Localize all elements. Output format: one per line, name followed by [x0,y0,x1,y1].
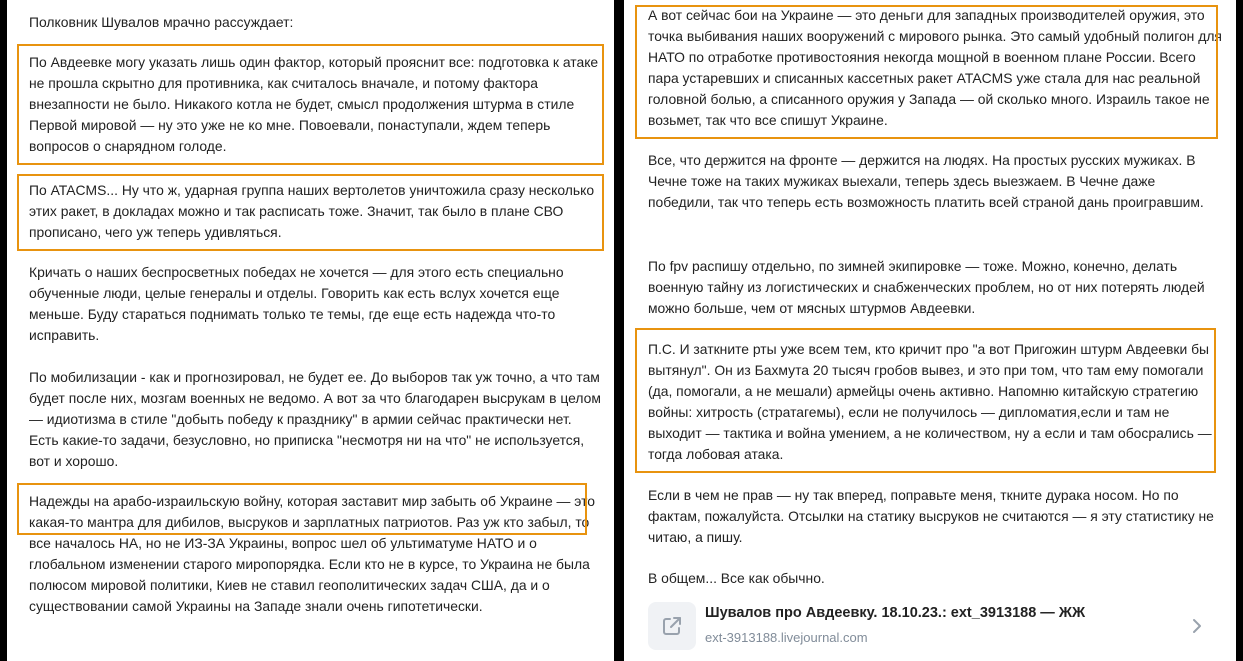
post-paragraph-correct-me: Если в чем не прав — ну так вперед, поправьте меня, ткните дурака носом. Но по фактам, пожалуйста. Отсылки на статику высруков не считаются — я эту статистику не читаю, а пишу. [648,487,1214,545]
post-intro: Полковник Шувалов мрачно рассуждает: [29,14,294,30]
post-paragraph-closing: В общем... Все как обычно. [648,570,825,586]
link-preview-card[interactable] [646,600,1218,658]
link-url[interactable]: ext-3913188.livejournal.com [705,630,868,645]
post-paragraph-mobilization: По мобилизации - как и прогнозировал, не будет ее. До выборов так уж точно, а что там будет после них, мозгам военных не ведомо. А вот за что благодарен высрукам в целом — идиотизма в стиле "добыть победу к празднику" в армии сейчас практически нет. Есть какие-то задачи, безусловно, но приписка "несмотря ни на что" не используется, вот и хорошо. [29,369,601,469]
post-paragraph-arab-israeli: Надежды на арабо-израильскую войну, которая заставит мир забыть об Украине — это какая-то мантра для дибилов, высруков и зарплатных патриотов. Раз уж кто забыл, то все началось НА, но не ИЗ-ЗА Украины, вопрос шел об ультиматуме НАТО и о глобальном изменении старого миропорядка. Если кто не в курсе, то Украина не была полюсом мировой политики, Киев не ставил геополитических задач США, да и о существовании самой Украины на Западе знали очень гипотетически. [29,493,596,614]
post-paragraph-front-people: Все, что держится на фронте — держится на людях. На простых русских мужиках. В Чечне тоже на таких мужиках выехали, теперь здесь выезжаем. В Чечне даже победили, так что теперь есть возможность платить всей страной дань проигравшим. [648,152,1204,210]
link-icon-box [648,602,696,650]
post-paragraph-atacms: По ATACMS... Ну что ж, ударная группа наших вертолетов уничтожила сразу несколько этих ракет, в докладах можно и так расписать тоже. Значит, так было в плане СВО прописано, чего уж теперь удивляться. [29,182,595,240]
post-paragraph-ps: П.С. И заткните рты уже всем тем, кто кричит про "а вот Пригожин штурм Авдеевки бы вытянул". Он из Бахмута 20 тысяч гробов вывез, и это при том, что там ему помогали (да, помогали, а не мешали) армейцы очень активно. Напомню китайскую стратегию войны: хитрость (стратагемы), если не получилось — дипломатия,если и там не выходит — тактика и война умением, а не количеством, ну а если и там обосрались — тогда лобовая атака. [648,341,1212,462]
external-link-icon [660,614,684,638]
link-title[interactable]: Шувалов про Авдеевку. 18.10.23.: ext_3913188 — ЖЖ [705,605,1086,621]
post-paragraph-fpv: По fpv распишу отдельно, по зимней экипировке — тоже. Можно, конечно, делать военную тайну из логистических и снабженческих проблем, но от них потерять людей можно больше, чем от мясных штурмов Авдеевки. [648,258,1205,316]
left-post-panel [7,0,614,661]
post-paragraph-western-weapons: А вот сейчас бои на Украине — это деньги для западных производителей оружия, это точка выбивания наших вооружений с мирового рынка. Это самый удобный полигон для НАТО по отработке противостояния некогда мощной в военном плане России. Всего пара устаревших и списанных кассетных ракет ATACMS уже стала для нас реальной головной болью, а списанного оружия у Запада — ой сколько много. Израиль такое не возьмет, так что все спишут Украине. [648,7,1222,128]
chevron-right-icon[interactable] [1190,616,1204,636]
right-post-panel [624,0,1236,661]
post-paragraph-victories: Кричать о наших беспросветных победах не хочется — для этого есть специально обученные люди, целые генералы и отделы. Говорить как есть вслух хочется еще меньше. Буду стараться поднимать только те темы, где еще есть надежда что-то исправить. [29,264,564,343]
post-paragraph-avdeevka: По Авдеевке могу указать лишь один фактор, который прояснит все: подготовка к атаке не прошла скрытно для противника, как считалось вначале, и потому фактора внезапности не было. Никакого котла не будет, смысл продолжения штурма в стиле Первой мировой — ну это уже не ко мне. Повоевали, понаступали, ждем теперь вопросов о снарядном голоде. [29,54,599,154]
